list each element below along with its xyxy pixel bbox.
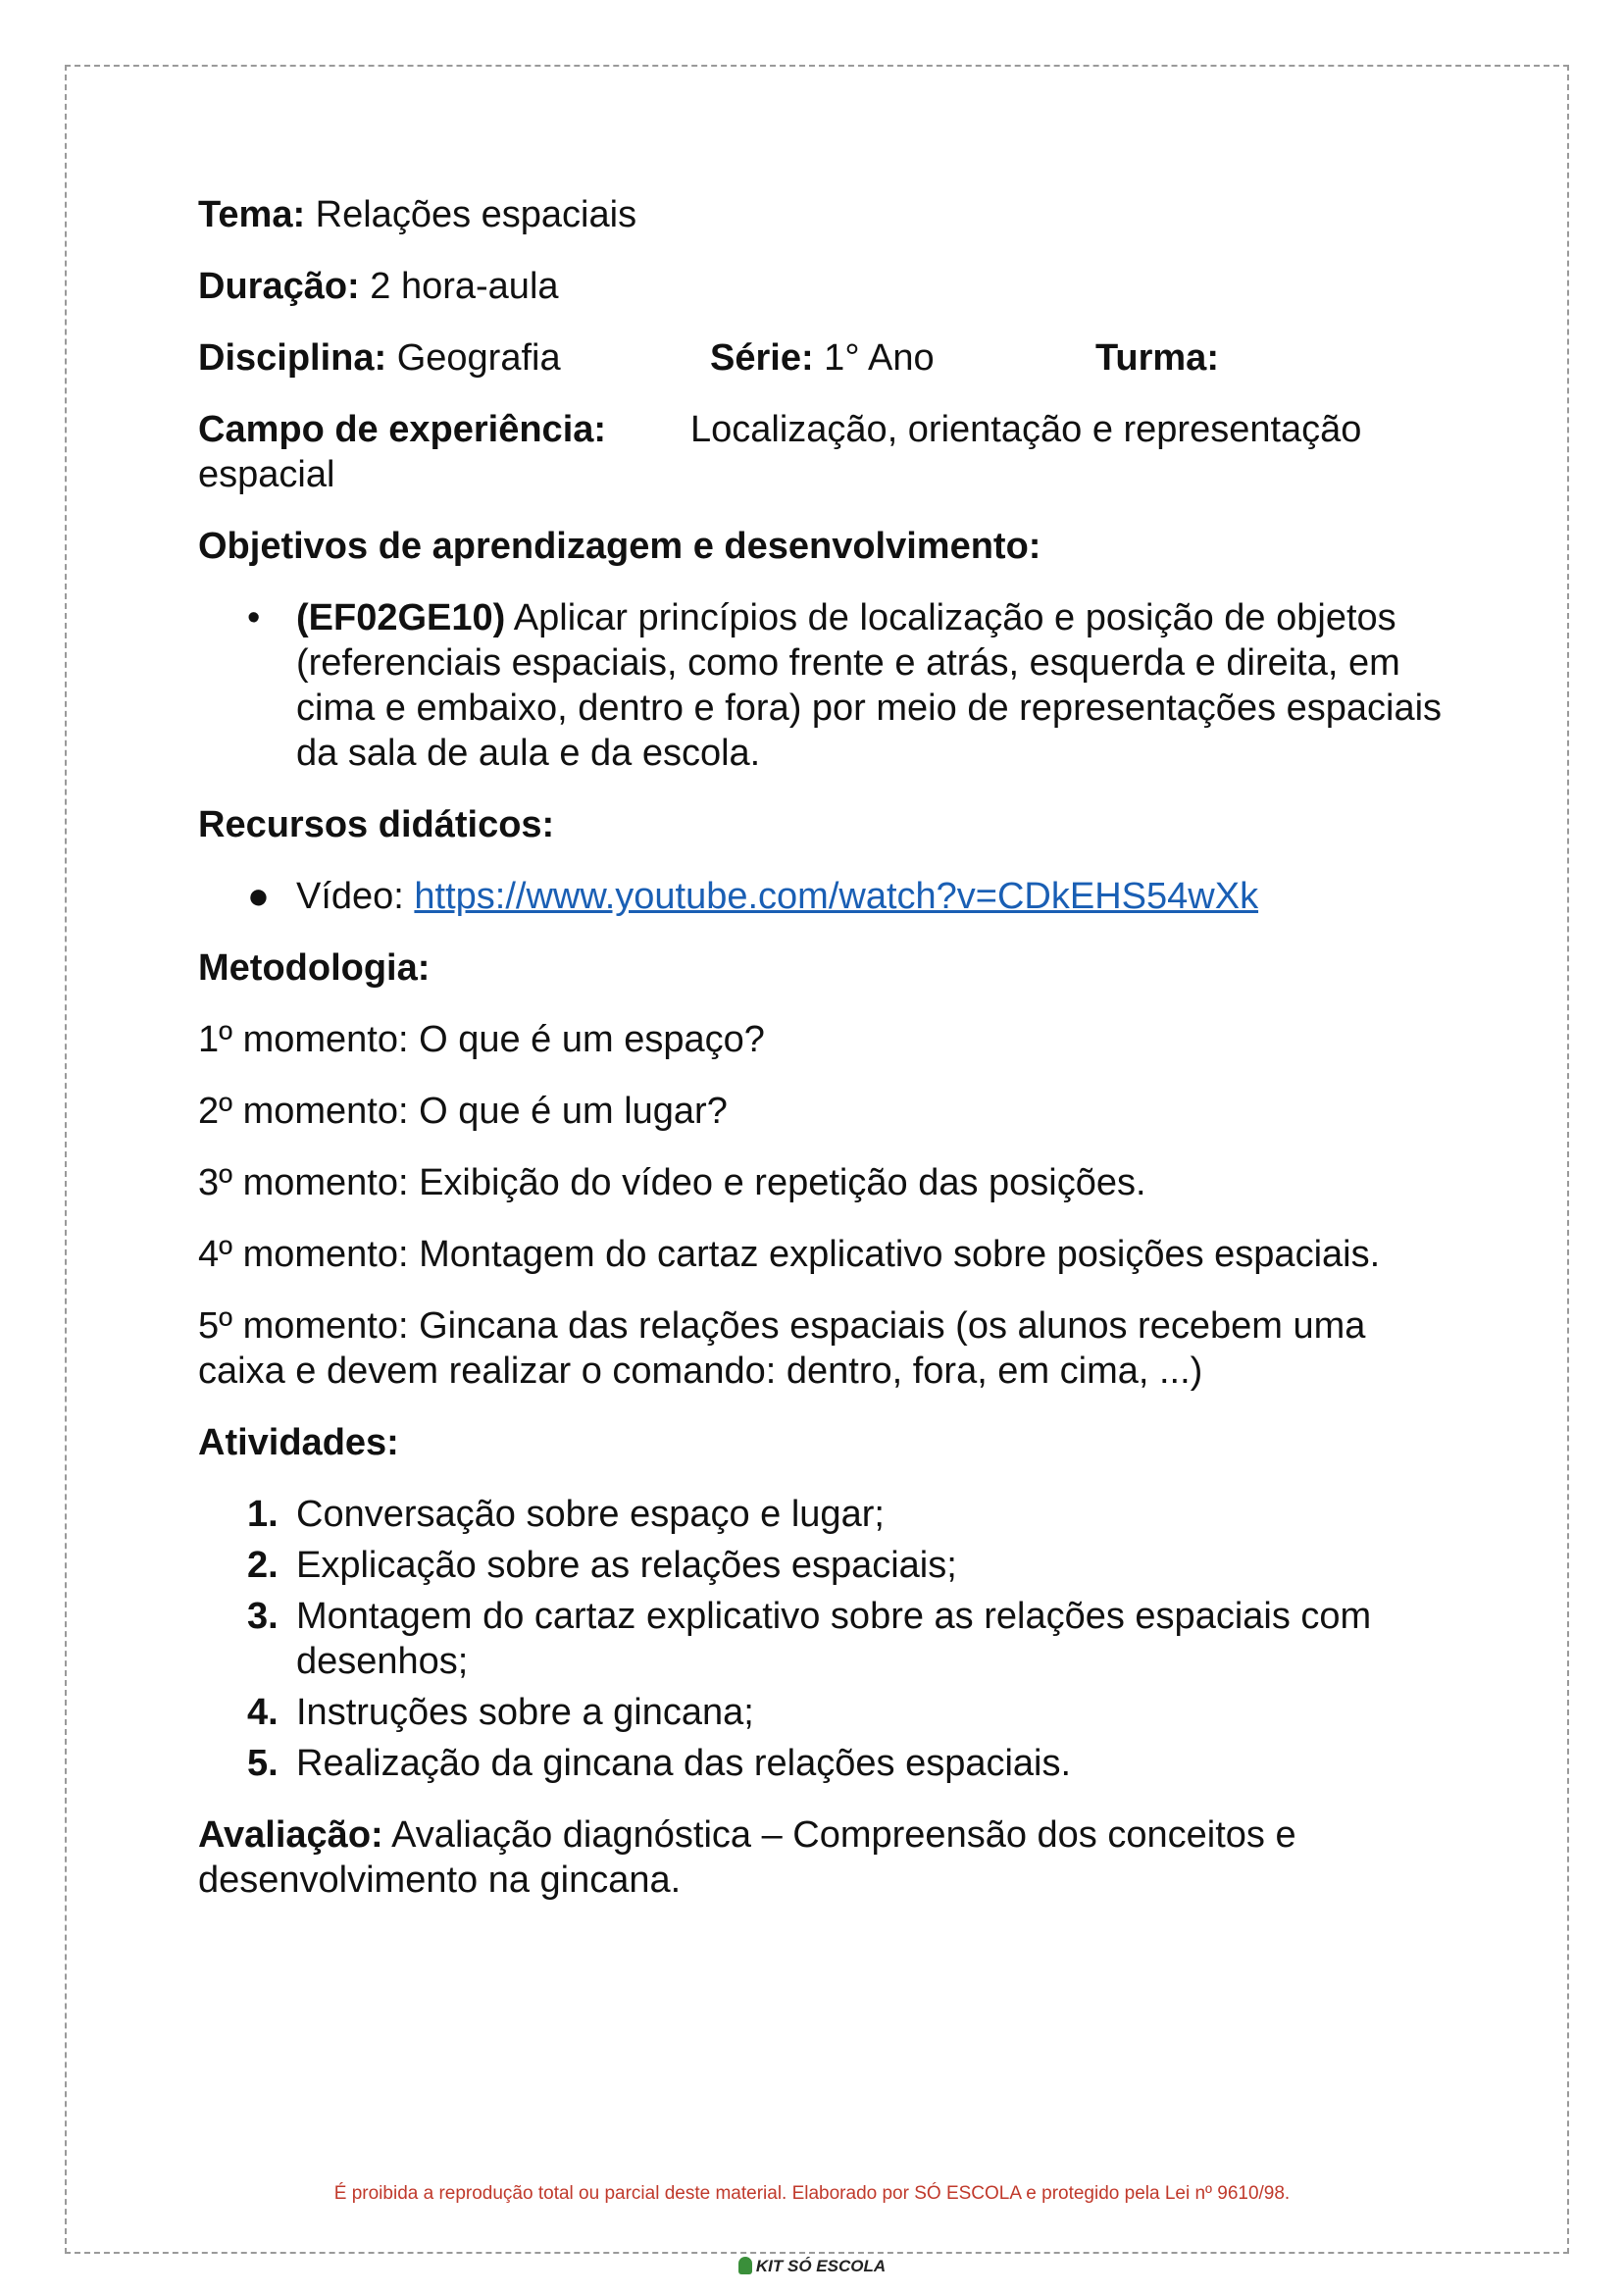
lesson-plan: [198, 192, 1444, 1929]
item-number: 2.: [247, 1545, 279, 1586]
video-link[interactable]: https://www.youtube.com/watch?v=CDkEHS54wXk: [414, 876, 1259, 917]
serie-cell: [710, 335, 1095, 381]
atividades-heading: Atividades:: [198, 1422, 399, 1463]
serie-value: 1° Ano: [813, 337, 935, 379]
moment-5: 5º momento: Gincana das relações espaciais (os alunos recebem uma caixa e devem realizar o comando: dentro, fora, em cima, ...): [198, 1305, 1366, 1392]
atividades-list: [198, 1492, 1444, 1786]
list-item: [198, 1690, 1444, 1735]
item-number: 3.: [247, 1596, 279, 1637]
campo-value: Localização, orientação e representação: [690, 409, 1362, 450]
turma-label: Turma:: [1095, 337, 1219, 379]
tema-value: Relações espaciais: [305, 194, 637, 235]
duracao-row: [198, 264, 1444, 309]
avaliacao-label: Avaliação:: [198, 1814, 383, 1856]
recursos-list: [198, 874, 1444, 919]
item-text: Explicação sobre as relações espaciais;: [296, 1545, 957, 1586]
list-item: [198, 1741, 1444, 1786]
copyright-notice: É proibida a reprodução total ou parcial deste material. Elaborado por SÓ ESCOLA e protegido pela Lei nº 9610/98.: [333, 2183, 1291, 2204]
bullet-icon: ●: [247, 876, 270, 917]
avaliacao-row: [198, 1812, 1444, 1903]
objetivos-list: [198, 595, 1444, 776]
bullet-icon: •: [247, 597, 261, 638]
list-item: [198, 874, 1444, 919]
item-number: 5.: [247, 1743, 279, 1784]
disciplina-cell: [198, 335, 710, 381]
duracao-value: 2 hora-aula: [359, 266, 559, 307]
brand-footer: [0, 2257, 1624, 2276]
duracao-label: Duração:: [198, 266, 360, 307]
list-item: [198, 1594, 1444, 1684]
recursos-heading: Recursos didáticos:: [198, 804, 555, 845]
item-text: Montagem do cartaz explicativo sobre as relações espaciais com desenhos;: [296, 1596, 1372, 1682]
list-item: [198, 1543, 1444, 1588]
tema-label: Tema:: [198, 194, 306, 235]
moment-3: 3º momento: Exibição do vídeo e repetição das posições.: [198, 1162, 1146, 1203]
campo-label: Campo de experiência:: [198, 409, 607, 450]
item-number: 1.: [247, 1494, 279, 1535]
moment-1: 1º momento: O que é um espaço?: [198, 1019, 765, 1060]
brand-name: KIT SÓ ESCOLA: [755, 2257, 887, 2275]
moment-4: 4º momento: Montagem do cartaz explicativo sobre posições espaciais.: [198, 1234, 1381, 1275]
book-icon: [738, 2257, 752, 2274]
item-text: Instruções sobre a gincana;: [296, 1692, 754, 1733]
item-number: 4.: [247, 1692, 279, 1733]
disciplina-row: [198, 335, 1444, 381]
disciplina-value: Geografia: [386, 337, 561, 379]
objetivos-heading: Objetivos de aprendizagem e desenvolvimento:: [198, 526, 1041, 567]
moment-2: 2º momento: O que é um lugar?: [198, 1091, 728, 1132]
item-text: Conversação sobre espaço e lugar;: [296, 1494, 885, 1535]
list-item: [198, 595, 1444, 776]
campo-value-continuation: espacial: [198, 454, 335, 495]
item-text: Realização da gincana das relações espaciais.: [296, 1743, 1072, 1784]
objetivo-text: Aplicar princípios de localização e posição de objetos (referenciais espaciais, como frente e atrás, esquerda e direita, em cima e embaixo, dentro e fora) por meio de representações espaciais da sala de aula e da escola.: [296, 597, 1443, 774]
metodologia-heading: Metodologia:: [198, 947, 431, 989]
campo-row: [198, 407, 1444, 497]
recurso-label: Vídeo:: [296, 876, 415, 917]
avaliacao-value: Avaliação diagnóstica – Compreensão dos conceitos e desenvolvimento na gincana.: [198, 1814, 1296, 1901]
serie-label: Série:: [710, 337, 814, 379]
bncc-code: (EF02GE10): [296, 597, 506, 638]
disciplina-label: Disciplina:: [198, 337, 387, 379]
tema-row: [198, 192, 1444, 237]
list-item: [198, 1492, 1444, 1537]
